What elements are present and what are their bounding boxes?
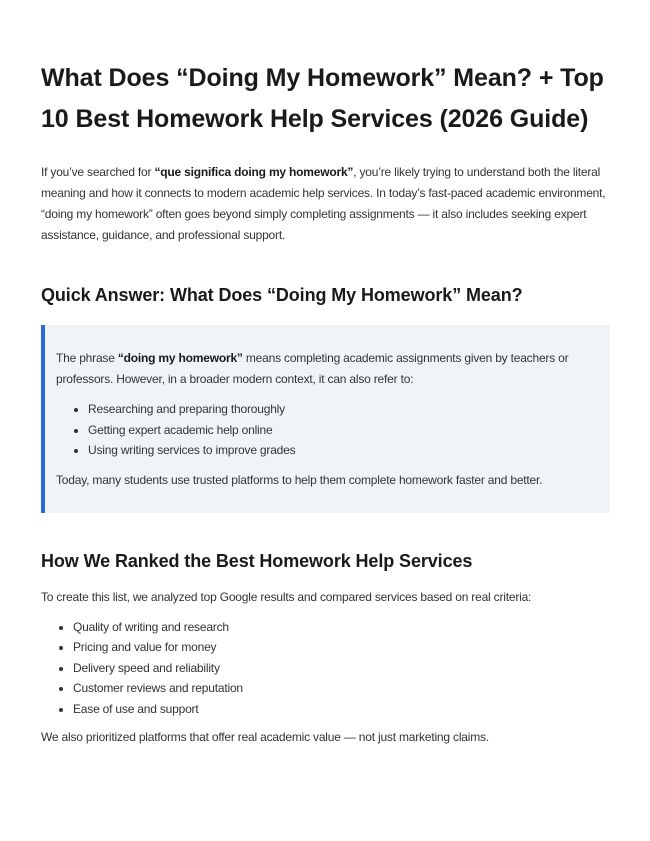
callout-text-end: means completing academic assignments given by teachers or professors. However, in a broader modern context, it can also refer to: bbox=[56, 351, 569, 386]
callout-closing: Today, many students use trusted platforms to help them complete homework faster and better. bbox=[56, 472, 543, 487]
list-item: • Customer reviews and reputation bbox=[73, 678, 609, 699]
ranking-lead: To create this list, we analyzed top Google results and compared services based on real criteria: bbox=[41, 589, 532, 604]
list-item: • Using writing services to improve grades bbox=[88, 440, 596, 461]
list-item: • Getting expert academic help online bbox=[88, 420, 596, 441]
ranking-heading: How We Ranked the Best Homework Help Services bbox=[41, 550, 473, 571]
list-item: • Ease of use and support bbox=[73, 699, 609, 720]
intro-text-end: , you’re likely trying to understand both the literal meaning and how it connects to modern academic help services. In today’s fast-paced academic environment, “doing my homework” often goes beyond simply completing assignments — it also includes seeking expert assistance, guidance, and professional support. bbox=[41, 165, 606, 242]
list-item: • Researching and preparing thoroughly bbox=[88, 399, 596, 420]
ranking-closing: We also prioritized platforms that offer real academic value — not just marketing claims. bbox=[41, 730, 489, 744]
list-item: • Pricing and value for money bbox=[73, 637, 609, 658]
callout-paragraph bbox=[56, 348, 596, 390]
article-title: What Does “Doing My Homework” Mean? + Top 10 Best Homework Help Services (2026 Guide) bbox=[41, 64, 604, 133]
callout-text-start: The phrase bbox=[56, 351, 118, 365]
callout-list bbox=[56, 399, 596, 461]
ranking-section bbox=[41, 548, 609, 748]
intro-paragraph bbox=[41, 162, 609, 246]
list-item: • Delivery speed and reliability bbox=[73, 658, 609, 679]
ranking-criteria-list bbox=[41, 617, 609, 720]
quick-answer-heading: Quick Answer: What Does “Doing My Homework” Mean? bbox=[41, 285, 523, 305]
quick-answer-callout bbox=[41, 325, 610, 513]
callout-highlight: “doing my homework” bbox=[117, 351, 243, 365]
intro-text-start: If you’ve searched for bbox=[41, 165, 155, 179]
intro-highlight: “que significa doing my homework” bbox=[154, 165, 354, 179]
list-item: • Quality of writing and research bbox=[73, 617, 609, 638]
